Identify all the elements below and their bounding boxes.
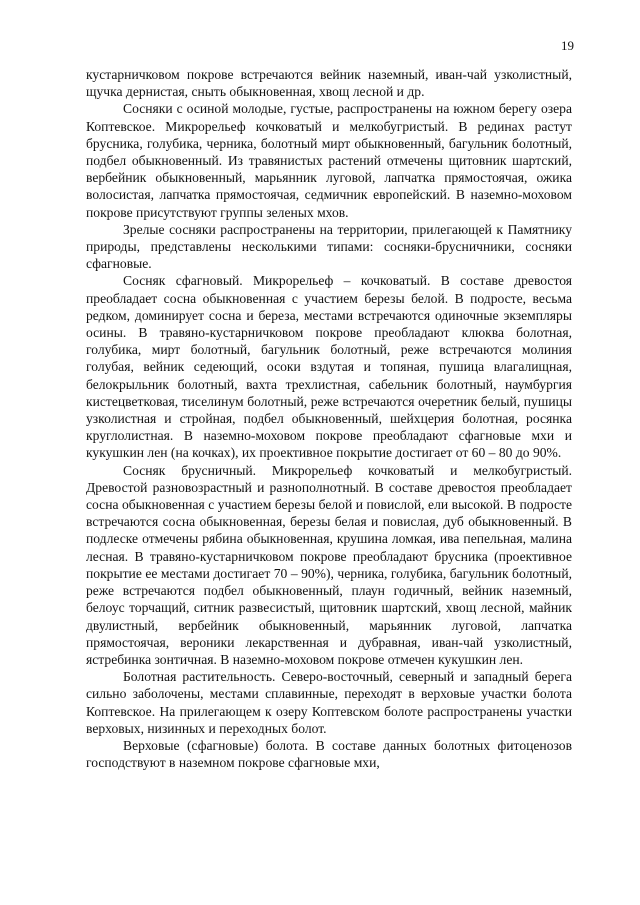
paragraph-sphagnum-pine: Сосняк сфагновый. Микрорельеф – кочковатый. В составе древостоя преобладает сосна обыкновенная с участием березы белой. В подросте, весьма редком, доминирует сосна и береза, местами встречаются одиночные экземпляры осины. В травяно-кустарничковом покрове преобладают клюква болотная, голубика, мирт болотный, багульник болотный, реже встречаются молиния голубая, вейник седеющий, осоки вздутая и топяная, пушица влагалищная, белокрыльник болотный, вахта трехлистная, сабельник болотный, наумбургия кистецветковая, тиселинум болотный, реже встречаются очеретник белый, пушицы узколистная и стройная, подбел обыкновенный, шейхцерия болотная, росянка круглолистная. В наземно-моховом покрове преобладают сфагновые мхи и кукушкин лен (на кочках), их проективное покрытие достигает от 60 – 80 до 90%. [86,273,572,461]
paragraph-cowberry-pine: Сосняк брусничный. Микрорельеф кочковатый и мелкобугристый. Древостой разновозрастный и разнополнотный. В составе древостоя преобладает сосна обыкновенная с участием березы белой и повислой, ели высокой. В подросте встречаются сосна обыкновенная, березы белая и повислая, дуб обыкновенный. В подлеске отмечены рябина обыкновенная, крушина ломкая, ива пепельная, малина лесная. В травяно-кустарничковом покрове преобладают брусника (проективное покрытие ее местами достигает 70 – 90%), черника, голубика, багульник болотный, реже встречаются подбел обыкновенный, плаун годичный, вейник наземный, белоус торчащий, ситник развесистый, щитовник шартский, хвощ лесной, майник двулистный, вербейник обыкновенный, марьянник луговой, лапчатка прямостоячая, вероники лекарственная и дубравная, иван-чай узколистный, ястребинка зонтичная. В наземно-моховом покрове отмечен кукушкин лен. [86,462,572,667]
page-number: 19 [561,38,574,53]
paragraph-pine-aspen: Сосняки с осиной молодые, густые, распространены на южном берегу озера Коптевское. Микрорельеф кочковатый и мелкобугристый. В рединах растут брусника, голубика, черника, болотный мирт обыкновенный, багульник болотный, подбел обыкновенный. Из травянистых растений отмечены щитовник шартский, вербейник обыкновенный, марьянник луговой, лапчатка прямостоячая, ожика волосистая, лапчатка прямостоячая, седмичник европейский. В наземно-моховом покрове присутствуют группы зеленых мхов. [86,101,572,220]
paragraph-bog-vegetation: Болотная растительность. Северо-восточный, северный и западный берега сильно заболочены, местами сплавинные, переходят в верховые участки болота Коптевское. На прилегающем к озеру Коптевском болоте распространены участки верховых, низинных и переходных болот. [86,669,572,736]
paragraph-raised-bogs: Верховые (сфагновые) болота. В составе данных болотных фитоценозов господствуют в наземном покрове сфагновые мхи, [86,737,572,771]
paragraph-continuation: кустарничковом покрове встречаются вейник наземный, иван-чай узколистный, щучка дернистая, сныть обыкновенная, хвощ лесной и др. [86,67,572,100]
body-text [86,66,572,771]
paragraph-mature-pine: Зрелые сосняки распространены на территории, прилегающей к Памятнику природы, представлены несколькими типами: сосняки-брусничники, сосняки сфагновые. [86,221,572,272]
